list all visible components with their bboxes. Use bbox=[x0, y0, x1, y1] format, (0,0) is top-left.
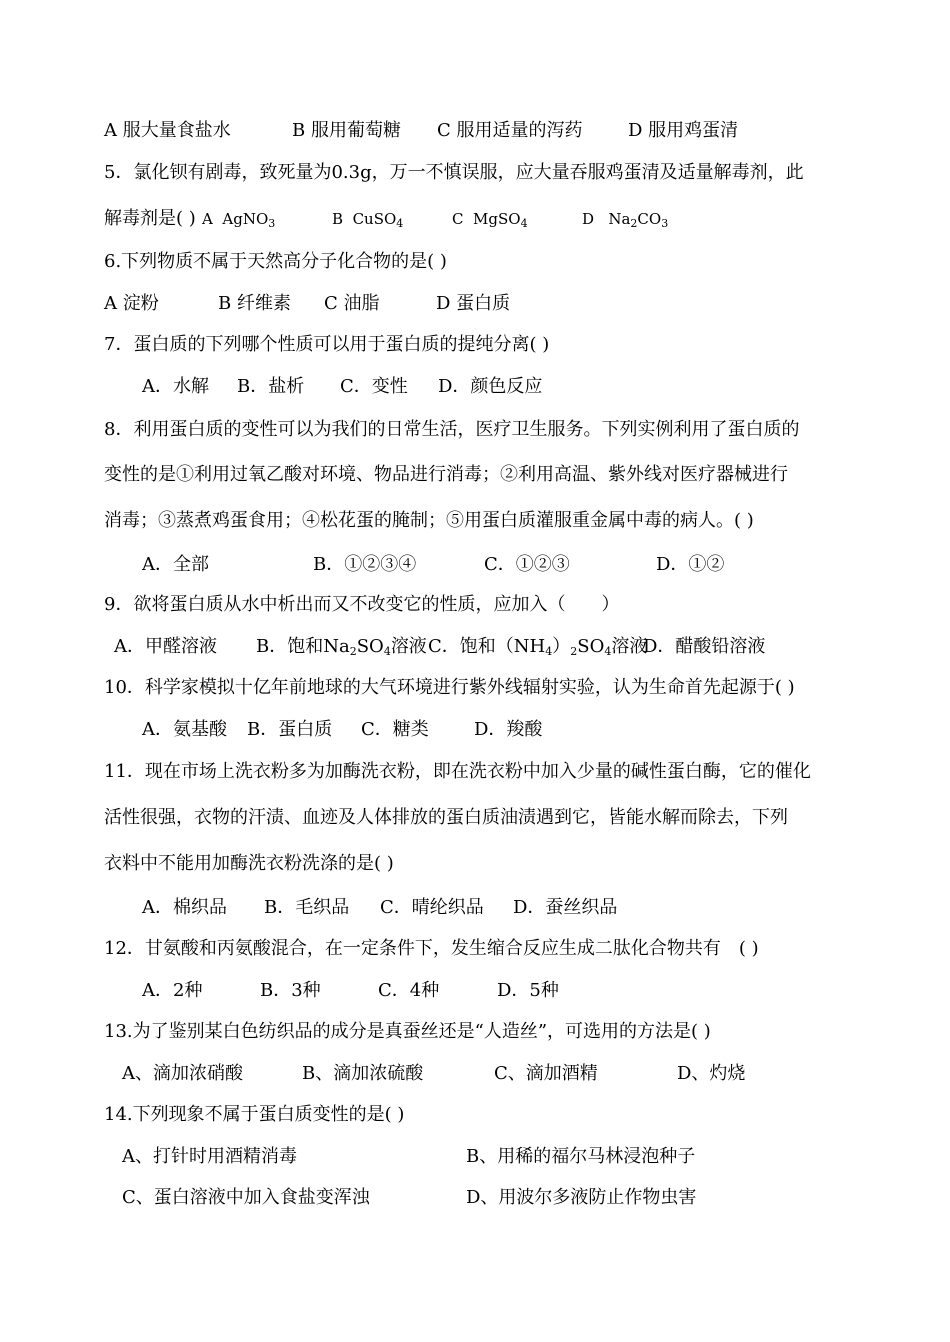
q8-option-c: C．①②③ bbox=[484, 554, 570, 575]
q9-option-c bbox=[428, 638, 647, 657]
q12-option-b: B．3种 bbox=[260, 980, 321, 1001]
q9-option-c-sub1: 4 bbox=[545, 645, 553, 658]
q10-option-a: A．氨基酸 bbox=[142, 719, 227, 740]
q5-option-d-sub-2: 3 bbox=[661, 217, 669, 230]
q7-option-d: D．颜色反应 bbox=[438, 376, 543, 397]
q5-option-d-formula-1: Na bbox=[608, 210, 631, 228]
q5-option-d-sub-1: 2 bbox=[630, 217, 638, 230]
q9-stem: 9．欲将蛋白质从水中析出而又不改变它的性质，应加入（ ） bbox=[104, 594, 620, 615]
q5-option-b bbox=[332, 212, 403, 229]
q13-option-c: C、滴加酒精 bbox=[494, 1063, 598, 1084]
q4-option-a: A 服大量食盐水 bbox=[104, 120, 231, 141]
q4-option-b: B 服用葡萄糖 bbox=[292, 120, 401, 141]
q5-option-a-sub: 3 bbox=[268, 217, 276, 230]
q8-stem-line2: 变性的是①利用过氧乙酸对环境、物品进行消毒；②利用高温、紫外线对医疗器械进行 bbox=[104, 464, 788, 485]
q9-option-c-part3: SO bbox=[577, 636, 605, 657]
q9-option-b-part1: B．饱和Na bbox=[256, 636, 350, 657]
q5-option-b-letter: B bbox=[332, 210, 344, 228]
q10-option-b: B．蛋白质 bbox=[247, 719, 333, 740]
q7-stem: 7．蛋白质的下列哪个性质可以用于蛋白质的提纯分离( ) bbox=[104, 334, 550, 355]
q9-option-b-part2: SO bbox=[356, 636, 384, 657]
q9-option-c-sub3: 4 bbox=[604, 645, 612, 658]
q8-stem-line3: 消毒；③蒸煮鸡蛋食用；④松花蛋的腌制；⑤用蛋白质灌服重金属中毒的病人。( ) bbox=[104, 510, 754, 531]
q5-option-c bbox=[452, 212, 528, 229]
q5-option-c-letter: C bbox=[452, 210, 464, 228]
q9-option-c-part2: ） bbox=[552, 636, 571, 657]
q9-option-b-sub2: 4 bbox=[383, 645, 391, 658]
q10-option-c: C．糖类 bbox=[361, 719, 429, 740]
q5-stem-line2: 解毒剂是( ) bbox=[104, 208, 196, 229]
q12-stem: 12．甘氨酸和丙氨酸混合，在一定条件下，发生缩合反应生成二肽化合物共有 ( ) bbox=[104, 938, 759, 959]
q6-option-a: A 淀粉 bbox=[104, 293, 159, 314]
q5-option-a-letter: A bbox=[202, 210, 213, 228]
q9-option-b bbox=[256, 638, 427, 657]
q14-option-c: C、蛋白溶液中加入食盐变浑浊 bbox=[122, 1187, 370, 1208]
q12-option-a: A．2种 bbox=[142, 980, 203, 1001]
q13-option-a: A、滴加浓硝酸 bbox=[122, 1063, 243, 1084]
q11-option-c: C．晴纶织品 bbox=[380, 897, 484, 918]
q7-option-a: A．水解 bbox=[142, 376, 209, 397]
q5-option-b-formula: CuSO bbox=[352, 210, 397, 228]
q14-option-a: A、打针时用酒精消毒 bbox=[122, 1146, 297, 1167]
q7-option-b: B．盐析 bbox=[237, 376, 305, 397]
q10-stem: 10．科学家模拟十亿年前地球的大气环境进行紫外线辐射实验，认为生命首先起源于( ) bbox=[104, 677, 795, 698]
q4-option-d: D 服用鸡蛋清 bbox=[628, 120, 739, 141]
q9-option-a: A．甲醛溶液 bbox=[114, 636, 217, 657]
q9-option-c-part1: C．饱和（NH bbox=[428, 636, 546, 657]
q6-option-d: D 蛋白质 bbox=[436, 293, 511, 314]
q5-option-a bbox=[202, 212, 275, 229]
q6-option-b: B 纤维素 bbox=[218, 293, 291, 314]
q12-option-d: D．5种 bbox=[497, 980, 559, 1001]
q5-stem-line1: 5．氯化钡有剧毒，致死量为0.3g，万一不慎误服，应大量吞服鸡蛋清及适量解毒剂，此 bbox=[104, 162, 804, 183]
q9-option-c-sub2: 2 bbox=[570, 645, 578, 658]
q14-option-d: D、用波尔多液防止作物虫害 bbox=[466, 1187, 697, 1208]
q9-option-c-part4: 溶液 bbox=[611, 636, 648, 657]
q11-stem-line3: 衣料中不能用加酶洗衣粉洗涤的是( ) bbox=[104, 853, 394, 874]
q11-stem-line1: 11．现在市场上洗衣粉多为加酶洗衣粉，即在洗衣粉中加入少量的碱性蛋白酶，它的催化 bbox=[104, 761, 811, 782]
q10-option-d: D．羧酸 bbox=[474, 719, 543, 740]
q5-option-c-formula: MgSO bbox=[473, 210, 521, 228]
q6-option-c: C 油脂 bbox=[324, 293, 380, 314]
q11-option-a: A．棉织品 bbox=[142, 897, 227, 918]
q6-stem: 6.下列物质不属于天然高分子化合物的是( ) bbox=[104, 251, 447, 272]
q5-option-d-formula-2: CO bbox=[637, 210, 662, 228]
q5-option-a-formula: AgNO bbox=[222, 210, 269, 228]
q8-option-d: D．①② bbox=[656, 554, 725, 575]
q14-stem: 14.下列现象不属于蛋白质变性的是( ) bbox=[104, 1104, 405, 1125]
q13-option-b: B、滴加浓硫酸 bbox=[302, 1063, 424, 1084]
q5-option-b-sub: 4 bbox=[396, 217, 404, 230]
q9-option-b-sub1: 2 bbox=[349, 645, 357, 658]
q8-option-a: A．全部 bbox=[142, 554, 209, 575]
q9-option-b-part3: 溶液 bbox=[390, 636, 427, 657]
q13-option-d: D、灼烧 bbox=[677, 1063, 746, 1084]
q13-stem: 13.为了鉴别某白色纺织品的成分是真蚕丝还是“人造丝”，可选用的方法是( ) bbox=[104, 1021, 711, 1042]
q8-option-b: B．①②③④ bbox=[313, 554, 417, 575]
q14-option-b: B、用稀的福尔马林浸泡种子 bbox=[466, 1146, 696, 1167]
q11-stem-line2: 活性很强，衣物的汗渍、血迹及人体排放的蛋白质油渍遇到它，皆能水解而除去，下列 bbox=[104, 807, 788, 828]
q11-option-b: B．毛织品 bbox=[264, 897, 350, 918]
q5-option-c-sub: 4 bbox=[520, 217, 528, 230]
q5-option-d-letter: D bbox=[582, 210, 595, 228]
q7-option-c: C．变性 bbox=[340, 376, 408, 397]
q5-option-d bbox=[582, 212, 668, 229]
q9-option-d: D．醋酸铅溶液 bbox=[643, 636, 766, 657]
q4-option-c: C 服用适量的泻药 bbox=[437, 120, 583, 141]
q12-option-c: C．4种 bbox=[378, 980, 440, 1001]
q8-stem-line1: 8．利用蛋白质的变性可以为我们的日常生活，医疗卫生服务。下列实例利用了蛋白质的 bbox=[104, 419, 800, 440]
q11-option-d: D．蚕丝织品 bbox=[513, 897, 618, 918]
